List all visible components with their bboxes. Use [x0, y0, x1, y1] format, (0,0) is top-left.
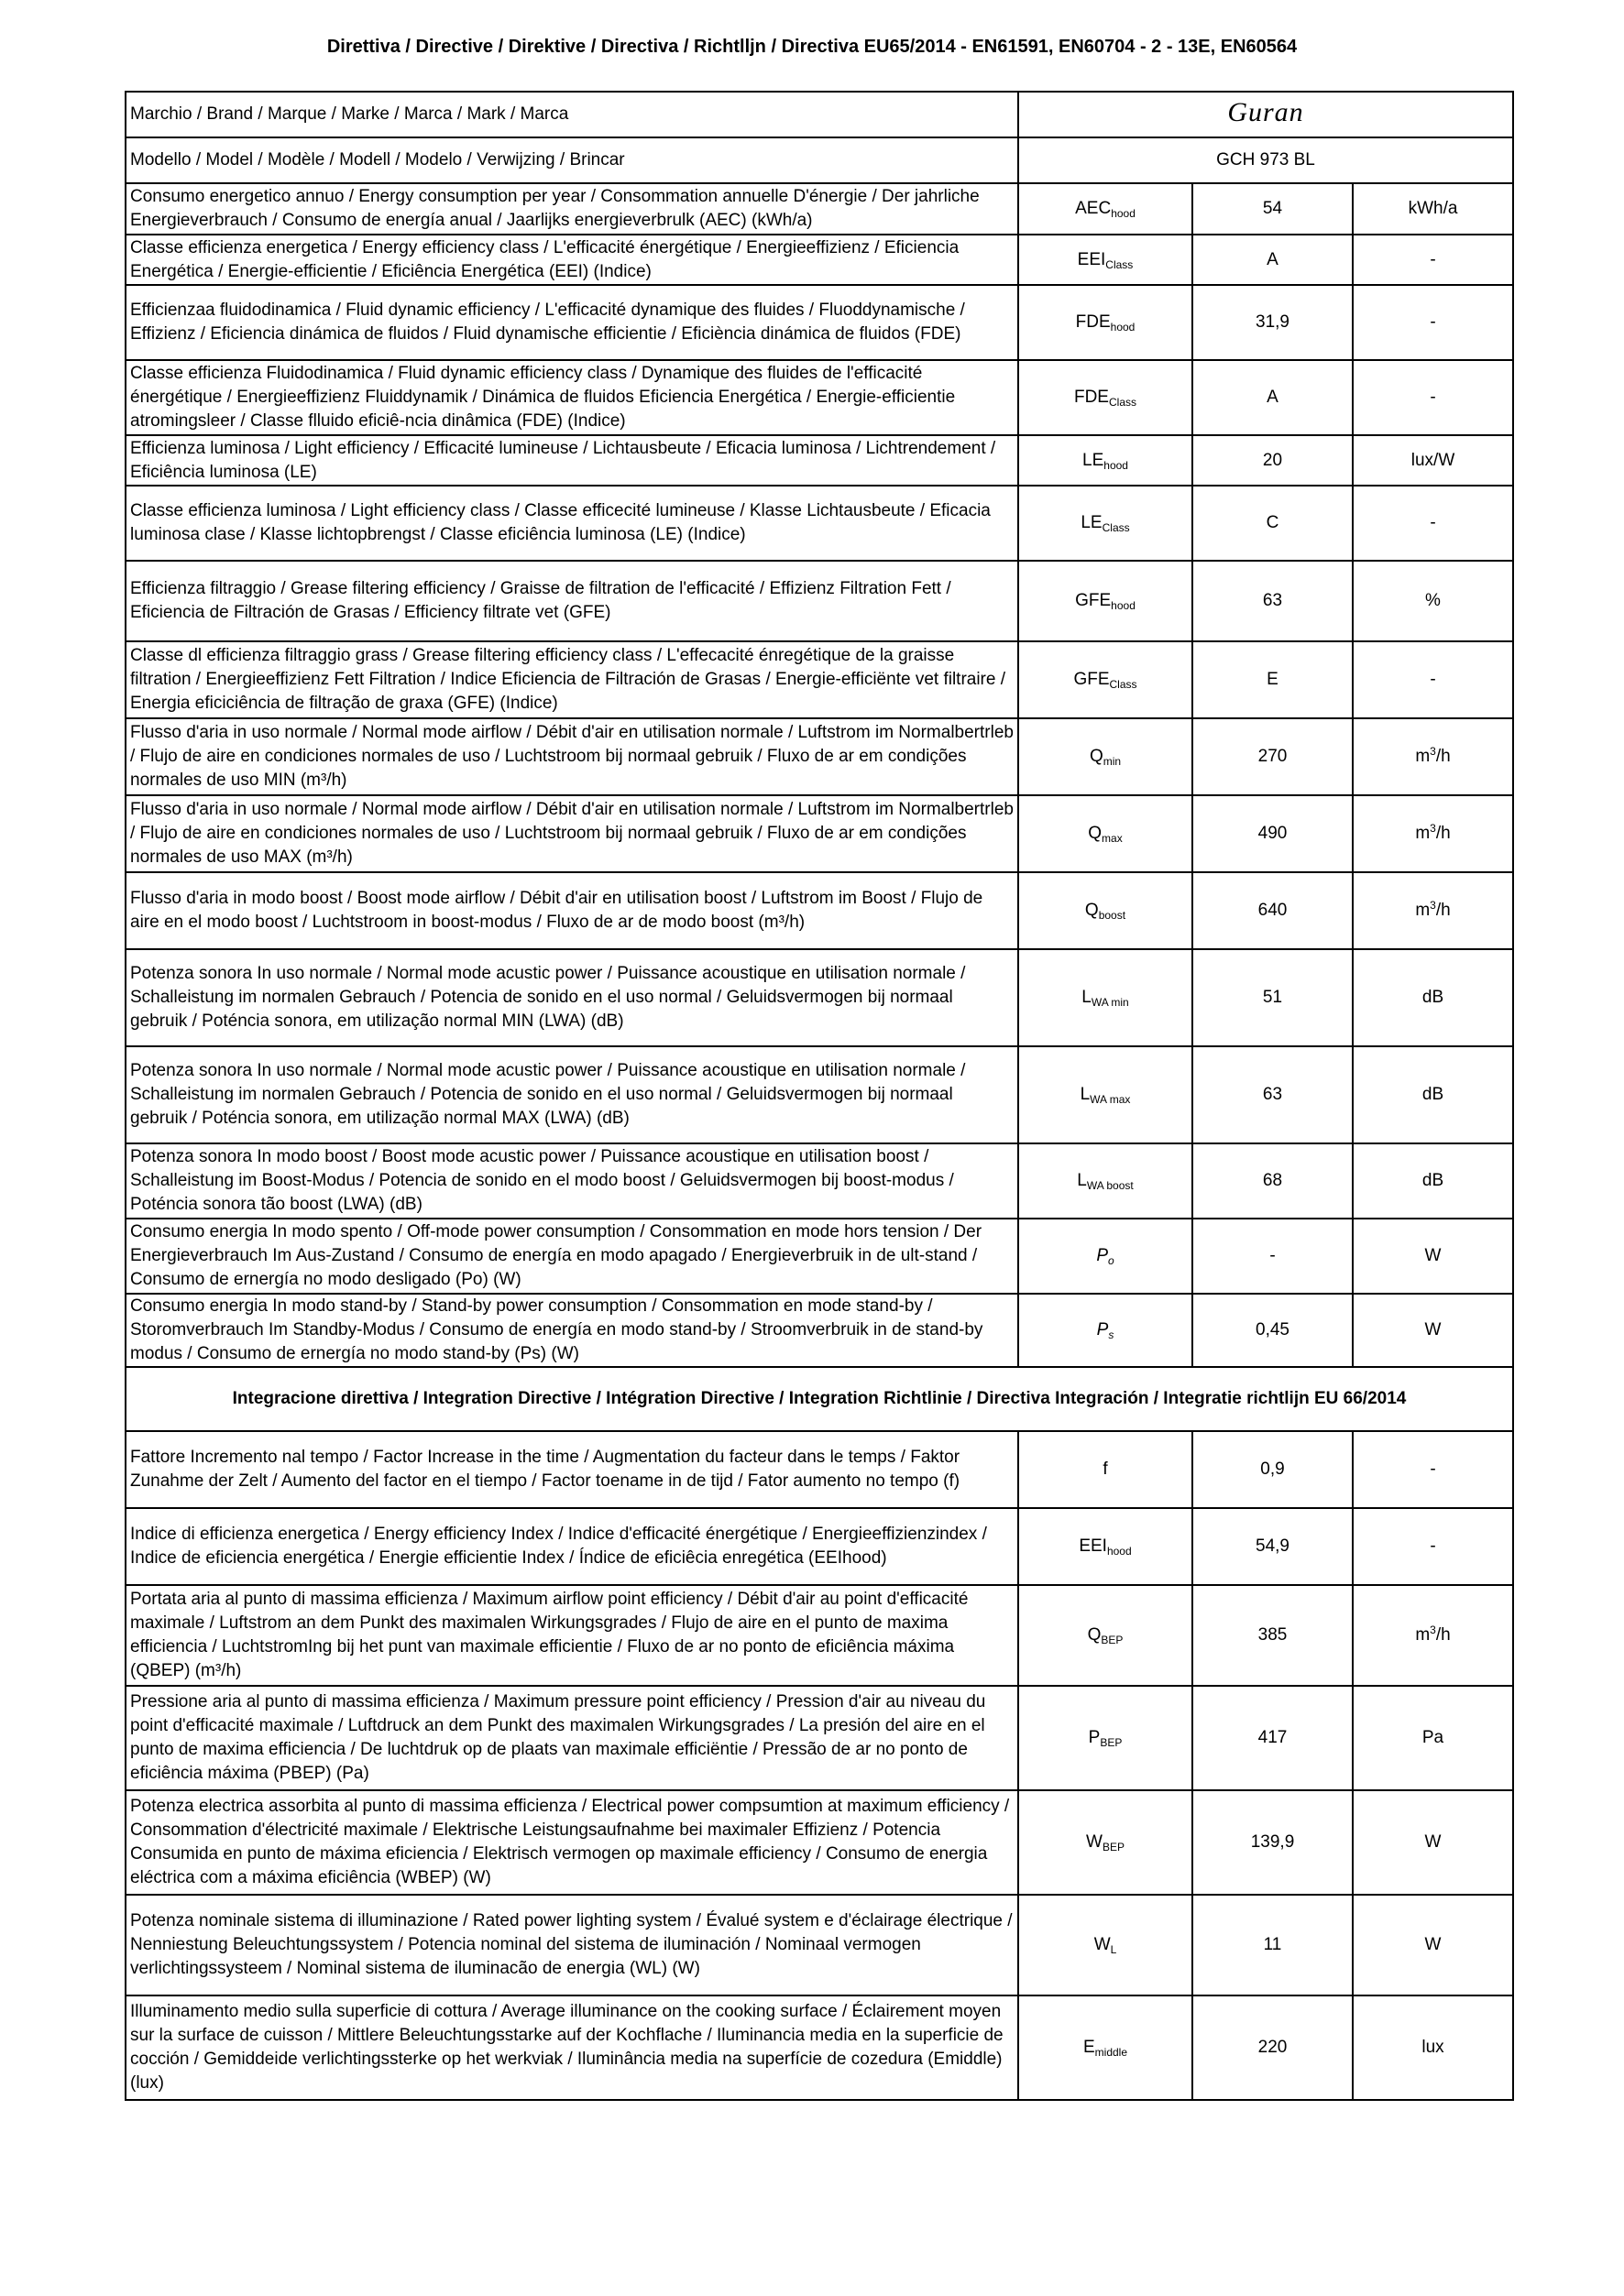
spec-unit-superscript: 3 [1430, 1624, 1436, 1636]
spec-unit-superscript: 3 [1430, 822, 1436, 835]
spec-row [126, 1895, 1513, 1995]
spec-row [126, 1686, 1513, 1790]
spec-unit-base: W [1424, 1935, 1442, 1954]
spec-value: 417 [1192, 1686, 1353, 1790]
spec-row [126, 641, 1513, 718]
spec-unit-base: lux [1421, 2038, 1444, 2057]
document-title: Direttiva / Directive / Direktive / Directiva / Richtlljn / Directiva EU65/2014 - EN61591, EN60704 - 2 - 13E, EN60564 [326, 37, 1298, 57]
spec-row [126, 1508, 1513, 1585]
spec-unit [1353, 183, 1513, 235]
spec-unit [1353, 1294, 1513, 1367]
spec-symbol-subscript: boost [1098, 909, 1126, 922]
spec-symbol [1018, 1046, 1192, 1143]
spec-unit-base: kWh/a [1408, 199, 1458, 218]
spec-unit [1353, 1895, 1513, 1995]
spec-symbol-subscript: WA boost [1086, 1179, 1134, 1192]
spec-symbol [1018, 1686, 1192, 1790]
spec-value: 11 [1192, 1895, 1353, 1995]
spec-unit [1353, 641, 1513, 718]
spec-row [126, 949, 1513, 1046]
spec-value: 54 [1192, 183, 1353, 235]
spec-unit-suffix: /h [1435, 901, 1451, 920]
spec-value: C [1192, 486, 1353, 561]
spec-symbol [1018, 1294, 1192, 1367]
spec-unit-base: Pa [1421, 1728, 1444, 1747]
spec-unit [1353, 872, 1513, 949]
spec-symbol-subscript: L [1110, 1943, 1117, 1956]
spec-symbol [1018, 1508, 1192, 1585]
spec-unit-suffix: /h [1435, 1625, 1451, 1645]
spec-value: 63 [1192, 561, 1353, 641]
spec-unit-base: m [1415, 747, 1431, 766]
spec-value: 139,9 [1192, 1790, 1353, 1895]
spec-unit-base: dB [1421, 1085, 1444, 1104]
spec-description: Potenza sonora In uso normale / Normal mode acustic power / Puissance acoustique en utilisation normale / Schalleistung im normalen Gebrauch / Potencia de sonido en el uso normal / Geluidsvermogen bij normaal gebruik / Poténcia sonora, em utilização normal MAX (LWA) (dB) [126, 1046, 1018, 1143]
spec-symbol-subscript: middle [1094, 2046, 1128, 2059]
spec-symbol-main: EEI [1079, 1536, 1107, 1556]
spec-symbol-main: FDE [1075, 312, 1111, 332]
spec-description: Consumo energia In modo spento / Off-mode power consumption / Consommation en mode hors tension / Der Energieverbrauch Im Aus-Zustand / Consumo de energía en modo apagado / Energieverbruik in de ult-stand / Consumo de ernergía no modo desligado (Po) (W) [126, 1219, 1018, 1294]
spec-unit [1353, 1585, 1513, 1686]
spec-symbol [1018, 1895, 1192, 1995]
spec-unit-base: W [1424, 1320, 1442, 1339]
spec-unit [1353, 285, 1513, 360]
spec-description: Potenza sonora In modo boost / Boost mode acustic power / Puissance acoustique en utilisation boost / Schalleistung im Boost-Modus / Potencia de sonido en el modo boost / Geluidsvermogen bij boost-modus / Poténcia sonora tão boost (LWA) (dB) [126, 1143, 1018, 1219]
spec-description: Classe dl efficienza filtraggio grass / Grease filtering efficiency class / L'effecacité énregétique de la graisse filtration / Energieeffizienz Fett Filtration / Indice Eficiencia de Filtración de Grasas / Energie-efficiënte vet filtraire / Energia eficiciência de filtração de graxa (GFE) (Indice) [126, 641, 1018, 718]
spec-value: - [1192, 1219, 1353, 1294]
spec-symbol-subscript: s [1108, 1328, 1114, 1341]
spec-unit-superscript: 3 [1430, 899, 1436, 912]
spec-value: 270 [1192, 718, 1353, 795]
spec-symbol-main: GFE [1073, 670, 1110, 689]
spec-unit-base: lux/W [1410, 450, 1455, 470]
spec-unit [1353, 435, 1513, 486]
spec-row [126, 1143, 1513, 1219]
spec-row [126, 285, 1513, 360]
spec-unit [1353, 795, 1513, 872]
spec-symbol-main: L [1080, 1085, 1091, 1104]
spec-unit-base: - [1430, 249, 1436, 269]
spec-symbol-subscript: min [1103, 755, 1122, 768]
spec-unit-base: - [1430, 513, 1436, 532]
spec-row [126, 1995, 1513, 2100]
spec-unit-base: dB [1421, 988, 1444, 1007]
spec-symbol-main: P [1096, 1320, 1109, 1339]
spec-description: Consumo energia In modo stand-by / Stand-by power consumption / Consommation en mode stand-by / Storomverbrauch Im Standby-Modus / Consumo de energía en modo stand-by / Stroomverbruik in de stand-by modus / Consumo de ernergía no modo stand-by (Ps) (W) [126, 1294, 1018, 1367]
spec-value: 63 [1192, 1046, 1353, 1143]
spec-description: Efficienza luminosa / Light efficiency / Efficacité lumineuse / Lichtausbeute / Eficacia luminosa / Lichtrendement / Eficiência luminosa (LE) [126, 435, 1018, 486]
spec-value: 31,9 [1192, 285, 1353, 360]
spec-value: 20 [1192, 435, 1353, 486]
spec-symbol [1018, 435, 1192, 486]
spec-description: Portata aria al punto di massima efficienza / Maximum airflow point efficiency / Débit d'air au point d'efficacité maximale / Luftstrom an dem Punkt des maximalen Wirkungsgrades / Flujo de aire en el punto de maxima efficiencia / LuchtstromIng bij het punt van maximale efficientie / Fluxo de ar no ponto de eficiência máxima (QBEP) (m³/h) [126, 1585, 1018, 1686]
spec-row [126, 183, 1513, 235]
spec-symbol-main: Q [1088, 824, 1103, 843]
spec-unit [1353, 1686, 1513, 1790]
spec-unit [1353, 718, 1513, 795]
spec-symbol-subscript: hood [1111, 599, 1136, 612]
spec-unit [1353, 1219, 1513, 1294]
spec-row [126, 1790, 1513, 1895]
spec-row [126, 360, 1513, 435]
spec-value: 0,9 [1192, 1431, 1353, 1508]
spec-unit-base: dB [1421, 1171, 1444, 1190]
spec-symbol-main: Q [1087, 1625, 1102, 1645]
spec-symbol-main: W [1086, 1832, 1103, 1852]
spec-unit [1353, 1046, 1513, 1143]
spec-description: Classe efficienza luminosa / Light efficiency class / Classe efficecité lumineuse / Klasse Lichtausbeute / Eficacia luminosa clase / Klasse lichtopbrengst / Classe eficiência luminosa (LE) (Indice) [126, 486, 1018, 561]
spec-value: A [1192, 360, 1353, 435]
spec-description: Flusso d'aria in uso normale / Normal mode airflow / Débit d'air en utilisation normale / Luftstrom im Normalbertrleb / Flujo de aire en condiciones normales de uso / Luchtstroom bij normaal gebruik / Fluxo de ar em condições normales de uso MIN (m³/h) [126, 718, 1018, 795]
spec-unit [1353, 1431, 1513, 1508]
spec-symbol-main: L [1081, 988, 1092, 1007]
spec-symbol-main: LE [1082, 450, 1104, 470]
spec-row [126, 1431, 1513, 1508]
spec-symbol-main: E [1082, 2038, 1095, 2057]
spec-unit-base: - [1430, 1460, 1436, 1479]
spec-symbol-main: P [1088, 1728, 1101, 1747]
spec-symbol [1018, 561, 1192, 641]
spec-symbol-subscript: BEP [1102, 1841, 1125, 1853]
spec-symbol-main: W [1093, 1935, 1111, 1954]
spec-symbol-main: P [1096, 1246, 1108, 1265]
spec-symbol-subscript: Class [1108, 396, 1136, 409]
spec-symbol-main: GFE [1075, 591, 1112, 610]
spec-symbol-subscript: hood [1111, 207, 1136, 220]
spec-symbol [1018, 1585, 1192, 1686]
spec-unit-base: W [1424, 1246, 1442, 1265]
spec-description: Efficienzaa fluidodinamica / Fluid dynamic efficiency / L'efficacité dynamique des fluides / Fluoddynamische / Effizienz / Eficiencia dinámica de fluidos / Fluid dynamische efficientie / Eficiència dinámica de fluidos (FDE) [126, 285, 1018, 360]
spec-description: Potenza nominale sistema di illuminazione / Rated power lighting system / Évalué system e d'éclairage électrique / Nenniestung Beleuchtungssystem / Potencia nominal del sistema de iluminación / Nominaal vermogen verlichtingssysteem / Nominal sistema de iluminacão de energia (WL) (W) [126, 1895, 1018, 1995]
spec-unit [1353, 949, 1513, 1046]
spec-unit-base: W [1424, 1832, 1442, 1852]
section-heading-row [126, 1367, 1513, 1431]
spec-row [126, 1294, 1513, 1367]
spec-row [126, 1585, 1513, 1686]
brand-logo-cell [1018, 92, 1513, 137]
spec-symbol-subscript: WA min [1091, 996, 1129, 1009]
spec-description: Consumo energetico annuo / Energy consumption per year / Consommation annuelle D'énergie / Der jahrliche Energieverbrauch / Consumo de energía anual / Jaarlijks energieverbrulk (AEC) (kWh/a) [126, 183, 1018, 235]
spec-unit-base: - [1430, 1536, 1436, 1556]
spec-row [126, 235, 1513, 285]
spec-symbol-main: f [1103, 1460, 1108, 1479]
spec-symbol-subscript: hood [1106, 1545, 1132, 1558]
spec-symbol [1018, 949, 1192, 1046]
spec-unit [1353, 1143, 1513, 1219]
spec-symbol-subscript: o [1108, 1254, 1114, 1267]
model-label: Modello / Model / Modèle / Modell / Modelo / Verwijzing / Brincar [126, 137, 1018, 183]
spec-row [126, 795, 1513, 872]
spec-row [126, 486, 1513, 561]
spec-symbol-subscript: BEP [1100, 1736, 1123, 1749]
spec-row [126, 561, 1513, 641]
model-value: GCH 973 BL [1018, 137, 1513, 183]
spec-description: Flusso d'aria in uso normale / Normal mode airflow / Débit d'air en utilisation normale / Luftstrom im Normalbertrleb / Flujo de aire en condiciones normales de uso / Luchtstroom bij normaal gebruik / Fluxo de ar em condições normales de uso MAX (m³/h) [126, 795, 1018, 872]
spec-symbol [1018, 285, 1192, 360]
spec-unit-base: m [1415, 901, 1431, 920]
spec-symbol [1018, 235, 1192, 285]
spec-symbol-subscript: max [1102, 832, 1123, 845]
spec-description: Potenza sonora In uso normale / Normal mode acustic power / Puissance acoustique en utilisation normale / Schalleistung im normalen Gebrauch / Potencia de sonido en el uso normal / Geluidsvermogen bij normaal gebruik / Poténcia sonora, em utilização normal MIN (LWA) (dB) [126, 949, 1018, 1046]
spec-symbol [1018, 1219, 1192, 1294]
spec-symbol [1018, 872, 1192, 949]
spec-symbol-subscript: hood [1103, 458, 1128, 472]
spec-symbol [1018, 1790, 1192, 1895]
spec-unit [1353, 486, 1513, 561]
spec-symbol-main: EEI [1077, 249, 1106, 269]
spec-description: Potenza electrica assorbita al punto di massima efficienza / Electrical power compsumtion at maximum efficiency / Consommation d'électricité maximale / Elektrische Leistungsaufnahme bei maximaler Effizienz / Potencia Consumida en punto de máxima eficiencia / Elektrisch vermogen op maximale efficiency / Consumo de energia eléctrica com a máxima eficiência (WBEP) (W) [126, 1790, 1018, 1895]
spec-symbol-main: LE [1081, 513, 1103, 532]
spec-row [126, 1219, 1513, 1294]
spec-symbol [1018, 486, 1192, 561]
spec-symbol-main: Q [1084, 901, 1099, 920]
spec-unit-superscript: 3 [1430, 745, 1436, 758]
spec-value: 220 [1192, 1995, 1353, 2100]
spec-description: Flusso d'aria in modo boost / Boost mode airflow / Débit d'air en utilisation boost / Luftstrom im Boost / Flujo de aire en el modo boost / Luchtstroom in boost-modus / Fluxo de ar de modo boost (m³/h) [126, 872, 1018, 949]
section-heading: Integracione direttiva / Integration Directive / Intégration Directive / Integration Richtlinie / Directiva Integración / Integratie richtlijn EU 66/2014 [126, 1367, 1513, 1431]
spec-value: 0,45 [1192, 1294, 1353, 1367]
spec-description: Fattore Incremento nal tempo / Factor Increase in the time / Augmentation du facteur dans le temps / Faktor Zunahme der Zelt / Aumento del factor en el tiempo / Factor toename in de tijd / Fator aumento no tempo (f) [126, 1431, 1018, 1508]
spec-description: Illuminamento medio sulla superficie di cottura / Average illuminance on the cooking surface / Éclairement moyen sur la surface de cuisson / Mittlere Beleuchtungsstarke auf der Kochflache / Iluminancia media en la superficie de cocción / Gemiddeide verlichtingssterke op het werkviak / Iluminância media na superfície de cozedura (Emiddle) (lux) [126, 1995, 1018, 2100]
spec-symbol [1018, 718, 1192, 795]
spec-symbol-subscript: BEP [1101, 1634, 1124, 1646]
brand-logo: Guran [1227, 97, 1304, 127]
spec-unit-suffix: /h [1435, 747, 1451, 766]
spec-symbol-subscript: WA max [1090, 1093, 1131, 1106]
spec-unit [1353, 1995, 1513, 2100]
spec-value: 490 [1192, 795, 1353, 872]
spec-row [126, 1046, 1513, 1143]
spec-symbol-subscript: hood [1110, 321, 1136, 333]
spec-unit-base: - [1430, 312, 1436, 332]
spec-symbol [1018, 1431, 1192, 1508]
spec-value: 51 [1192, 949, 1353, 1046]
spec-symbol [1018, 360, 1192, 435]
spec-row [126, 718, 1513, 795]
spec-row [126, 872, 1513, 949]
spec-unit-suffix: /h [1435, 824, 1451, 843]
spec-symbol-subscript: Class [1102, 521, 1130, 534]
spec-description: Pressione aria al punto di massima efficienza / Maximum pressure point efficiency / Pression d'air au niveau du point d'efficacité maximale / Luftdruck an dem Punkt des maximalen Wirkungsgrades / La presión del aire en el punto de maxima efficiencia / De luchtdruk op de plaats van maximale efficiëntie / Pressão de ar no ponto de eficiência máxima (PBEP) (Pa) [126, 1686, 1018, 1790]
spec-value: 68 [1192, 1143, 1353, 1219]
brand-row [126, 92, 1513, 137]
spec-symbol-main: AEC [1075, 199, 1112, 218]
spec-description: Efficienza filtraggio / Grease filtering efficiency / Graisse de filtration de l'efficacité / Effizienz Filtration Fett / Eficiencia de Filtración de Grasas / Efficiency filtrate vet (GFE) [126, 561, 1018, 641]
spec-unit [1353, 360, 1513, 435]
spec-description: Classe efficienza Fluidodinamica / Fluid dynamic efficiency class / Dynamique des fluides de l'efficacité énergétique / Energieeffizienz Fluiddynamik / Dinámica de fluidos Eficiencia Energética / Energie-efficientie atromingsleer / Classe flluido eficiê-ncia dinâmica (FDE) (Indice) [126, 360, 1018, 435]
spec-symbol-main: L [1077, 1171, 1087, 1190]
spec-unit-base: - [1430, 388, 1436, 407]
spec-symbol [1018, 1995, 1192, 2100]
spec-symbol-main: FDE [1073, 388, 1109, 407]
brand-label: Marchio / Brand / Marque / Marke / Marca / Mark / Marca [126, 92, 1018, 137]
spec-symbol-subscript: Class [1109, 678, 1137, 691]
spec-symbol [1018, 641, 1192, 718]
spec-unit-base: m [1415, 1625, 1431, 1645]
spec-unit [1353, 1790, 1513, 1895]
spec-value: E [1192, 641, 1353, 718]
spec-unit-base: m [1415, 824, 1431, 843]
spec-value: 640 [1192, 872, 1353, 949]
spec-unit [1353, 235, 1513, 285]
spec-row [126, 435, 1513, 486]
spec-symbol-subscript: Class [1105, 257, 1134, 271]
spec-unit [1353, 1508, 1513, 1585]
spec-symbol [1018, 795, 1192, 872]
specification-table [125, 91, 1514, 2101]
spec-value: 385 [1192, 1585, 1353, 1686]
spec-symbol [1018, 1143, 1192, 1219]
model-row [126, 137, 1513, 183]
spec-symbol [1018, 183, 1192, 235]
spec-description: Classe efficienza energetica / Energy efficiency class / L'efficacité énergétique / Energieeffizienz / Eficiencia Energética / Energie-efficientie / Eficiência Energética (EEI) (Indice) [126, 235, 1018, 285]
spec-symbol-main: Q [1089, 747, 1103, 766]
spec-unit-base: % [1425, 591, 1441, 610]
spec-value: A [1192, 235, 1353, 285]
spec-unit [1353, 561, 1513, 641]
spec-description: Indice di efficienza energetica / Energy efficiency Index / Indice d'efficacité énergétique / Energieeffizienzindex / Indice de eficiencia energética / Energie efficientie Index / Índice de eficiêcia enregética (EEIhood) [126, 1508, 1018, 1585]
spec-unit-base: - [1430, 670, 1436, 689]
spec-value: 54,9 [1192, 1508, 1353, 1585]
